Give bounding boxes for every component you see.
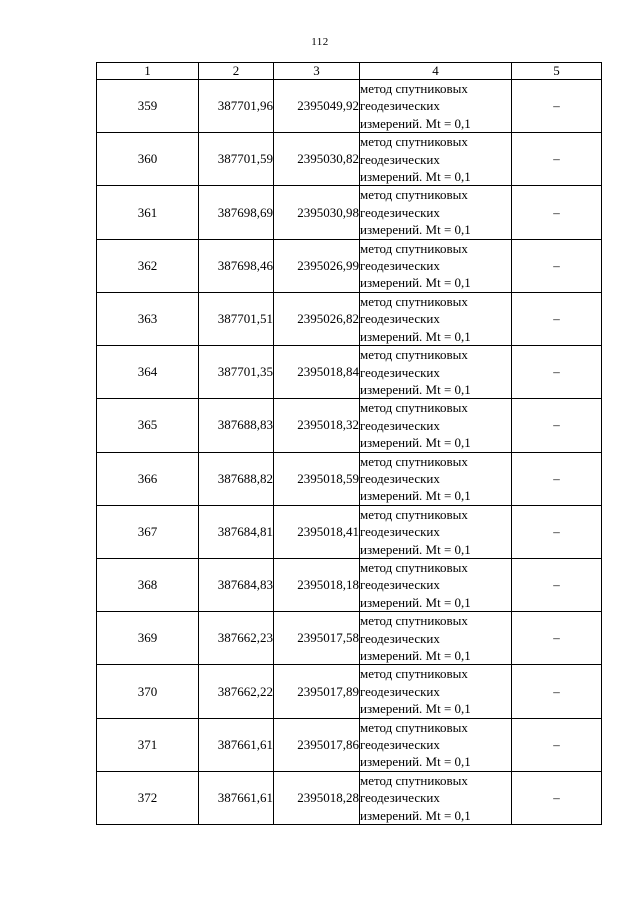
coordinate-x: 387662,23 [199, 612, 274, 665]
method-description [360, 452, 512, 505]
coordinate-x: 387684,83 [199, 558, 274, 611]
coordinate-x: 387661,61 [199, 718, 274, 771]
method-line: метод спутниковых [360, 187, 468, 203]
point-number: 369 [97, 612, 199, 665]
coordinate-y: 2395018,84 [274, 346, 360, 399]
method-description [360, 80, 512, 133]
method-description [360, 771, 512, 824]
header-row [97, 63, 602, 80]
method-line: метод спутниковых [360, 347, 468, 363]
coordinate-y: 2395030,98 [274, 186, 360, 239]
coordinate-y: 2395018,28 [274, 771, 360, 824]
coordinate-y: 2395026,99 [274, 239, 360, 292]
method-line: измерений. Mt = 0,1 [360, 541, 471, 557]
method-line: метод спутниковых [360, 81, 468, 96]
method-line: измерений. Mt = 0,1 [360, 275, 471, 291]
note-dash: – [512, 718, 602, 771]
table-row [97, 452, 602, 505]
method-description [360, 346, 512, 399]
coordinate-x: 387688,82 [199, 452, 274, 505]
table-row [97, 718, 602, 771]
table-row [97, 239, 602, 292]
method-line: метод спутниковых [360, 293, 468, 309]
coordinate-y: 2395018,18 [274, 558, 360, 611]
method-line: метод спутниковых [360, 240, 468, 256]
method-line: геодезических [360, 737, 440, 753]
note-dash: – [512, 612, 602, 665]
point-number: 362 [97, 239, 199, 292]
method-line: метод спутниковых [360, 666, 468, 682]
coordinate-x: 387688,83 [199, 399, 274, 452]
coordinate-x: 387701,59 [199, 133, 274, 186]
point-number: 364 [97, 346, 199, 399]
table-row [97, 505, 602, 558]
table-row [97, 665, 602, 718]
coordinate-x: 387661,61 [199, 771, 274, 824]
coordinate-y: 2395018,59 [274, 452, 360, 505]
method-line: измерений. Mt = 0,1 [360, 222, 471, 238]
table-row [97, 346, 602, 399]
coordinate-y: 2395026,82 [274, 292, 360, 345]
method-description [360, 612, 512, 665]
point-number: 372 [97, 771, 199, 824]
method-line: геодезических [360, 364, 440, 380]
point-number: 360 [97, 133, 199, 186]
method-line: геодезических [360, 204, 440, 220]
note-dash: – [512, 346, 602, 399]
note-dash: – [512, 452, 602, 505]
point-number: 367 [97, 505, 199, 558]
method-line: геодезических [360, 151, 440, 167]
method-line: метод спутниковых [360, 134, 468, 150]
note-dash: – [512, 239, 602, 292]
note-dash: – [512, 292, 602, 345]
coordinate-x: 387698,69 [199, 186, 274, 239]
coordinate-x: 387701,96 [199, 80, 274, 133]
method-line: геодезических [360, 258, 440, 274]
note-dash: – [512, 186, 602, 239]
note-dash: – [512, 133, 602, 186]
coordinate-y: 2395030,82 [274, 133, 360, 186]
note-dash: – [512, 771, 602, 824]
method-line: измерений. Mt = 0,1 [360, 594, 471, 610]
method-line: измерений. Mt = 0,1 [360, 381, 471, 397]
method-line: геодезических [360, 311, 440, 327]
method-line: метод спутниковых [360, 719, 468, 735]
method-description [360, 665, 512, 718]
note-dash: – [512, 558, 602, 611]
method-line: геодезических [360, 524, 440, 540]
method-line: измерений. Mt = 0,1 [360, 807, 471, 823]
coordinate-x: 387698,46 [199, 239, 274, 292]
method-line: метод спутниковых [360, 453, 468, 469]
note-dash: – [512, 665, 602, 718]
method-line: метод спутниковых [360, 772, 468, 788]
page-number: 112 [311, 36, 329, 48]
method-line: геодезических [360, 417, 440, 433]
method-line: измерений. Mt = 0,1 [360, 754, 471, 770]
method-line: метод спутниковых [360, 506, 468, 522]
method-description [360, 186, 512, 239]
point-number: 368 [97, 558, 199, 611]
method-line: геодезических [360, 790, 440, 806]
method-line: измерений. Mt = 0,1 [360, 435, 471, 451]
method-description [360, 133, 512, 186]
coordinate-y: 2395017,89 [274, 665, 360, 718]
coordinates-table [96, 62, 602, 825]
method-line: метод спутниковых [360, 559, 468, 575]
point-number: 359 [97, 80, 199, 133]
table-row [97, 558, 602, 611]
column-header-5: 5 [512, 63, 602, 80]
method-description [360, 399, 512, 452]
table-row [97, 612, 602, 665]
method-line: измерений. Mt = 0,1 [360, 328, 471, 344]
method-line: измерений. Mt = 0,1 [360, 488, 471, 504]
method-description [360, 505, 512, 558]
point-number: 363 [97, 292, 199, 345]
column-header-3: 3 [274, 63, 360, 80]
method-line: геодезических [360, 577, 440, 593]
method-description [360, 239, 512, 292]
coordinate-y: 2395018,32 [274, 399, 360, 452]
method-description [360, 718, 512, 771]
table-row [97, 399, 602, 452]
note-dash: – [512, 80, 602, 133]
method-line: измерений. Mt = 0,1 [360, 648, 471, 663]
coordinate-x: 387662,22 [199, 665, 274, 718]
table-row [97, 133, 602, 186]
coordinate-x: 387684,81 [199, 505, 274, 558]
coordinate-y: 2395017,86 [274, 718, 360, 771]
coordinate-x: 387701,35 [199, 346, 274, 399]
point-number: 371 [97, 718, 199, 771]
table-body [97, 80, 602, 825]
method-description [360, 558, 512, 611]
method-line: метод спутниковых [360, 400, 468, 416]
point-number: 366 [97, 452, 199, 505]
point-number: 361 [97, 186, 199, 239]
note-dash: – [512, 399, 602, 452]
method-description [360, 292, 512, 345]
method-line: измерений. Mt = 0,1 [360, 115, 471, 131]
coordinate-x: 387701,51 [199, 292, 274, 345]
table-row [97, 186, 602, 239]
method-line: геодезических [360, 630, 440, 646]
column-header-4: 4 [360, 63, 512, 80]
coordinate-y: 2395018,41 [274, 505, 360, 558]
table-row [97, 292, 602, 345]
method-line: геодезических [360, 683, 440, 699]
coordinate-y: 2395017,58 [274, 612, 360, 665]
method-line: измерений. Mt = 0,1 [360, 169, 471, 185]
method-line: метод спутниковых [360, 613, 468, 629]
note-dash: – [512, 505, 602, 558]
column-header-1: 1 [97, 63, 199, 80]
table-row [97, 771, 602, 824]
column-header-2: 2 [199, 63, 274, 80]
point-number: 365 [97, 399, 199, 452]
coordinate-y: 2395049,92 [274, 80, 360, 133]
table-row [97, 80, 602, 133]
method-line: измерений. Mt = 0,1 [360, 701, 471, 717]
point-number: 370 [97, 665, 199, 718]
method-line: геодезических [360, 98, 440, 114]
method-line: геодезических [360, 470, 440, 486]
